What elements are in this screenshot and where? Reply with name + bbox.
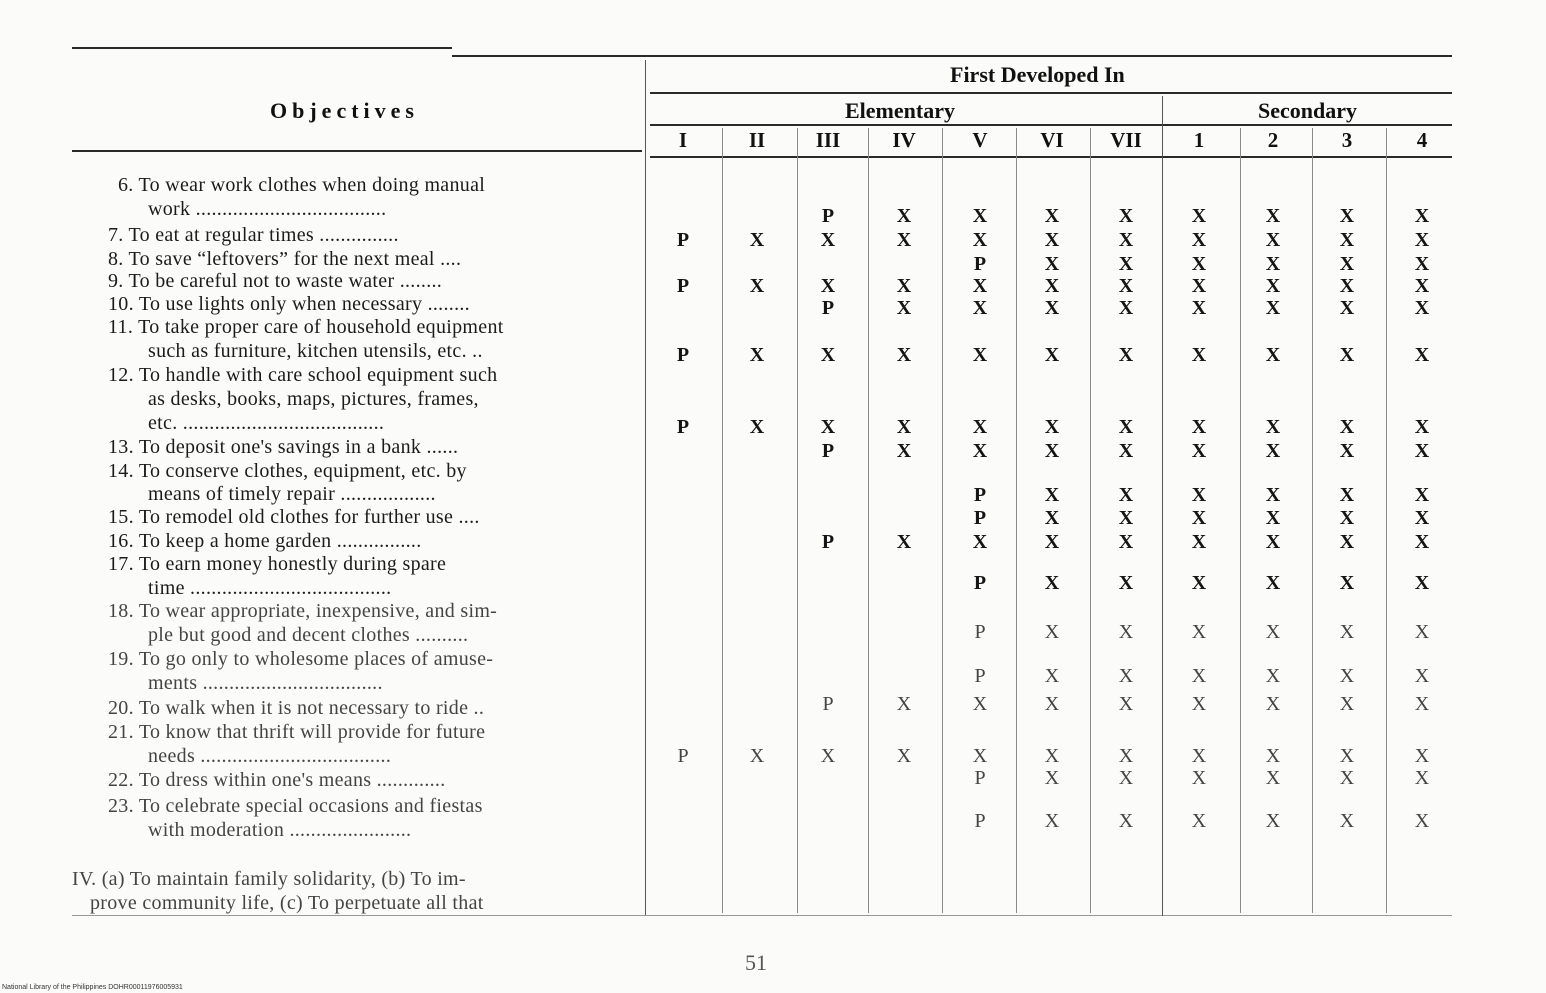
mark-cell: X <box>1339 297 1355 319</box>
mark-cell: X <box>1414 693 1430 715</box>
mark-cell: X <box>1044 484 1060 506</box>
mark-cell: X <box>1265 229 1281 251</box>
objective-line: 19. To go only to wholesome places of amuse- <box>108 648 494 670</box>
objective-line: 13. To deposit one's savings in a bank ...... <box>108 436 459 458</box>
column-separator <box>868 128 869 913</box>
objective-line: 15. To remodel old clothes for further use .... <box>108 506 480 528</box>
bottom-rule <box>72 915 1452 916</box>
first-developed-rule <box>650 92 1452 94</box>
grade-header: VII <box>1110 128 1142 152</box>
mark-cell: X <box>1044 693 1060 715</box>
objective-line: 18. To wear appropriate, inexpensive, and sim- <box>108 600 498 622</box>
mark-cell: X <box>1191 693 1207 715</box>
column-separator <box>942 128 943 913</box>
objectives-divider <box>645 60 646 915</box>
objective-line: 16. To keep a home garden ................ <box>108 530 422 552</box>
objective-line: as desks, books, maps, pictures, frames, <box>148 388 479 410</box>
mark-cell: X <box>1265 416 1281 438</box>
mark-cell: P <box>973 484 987 506</box>
header-bottom-rule <box>650 156 1452 158</box>
objective-line: such as furniture, kitchen utensils, etc. .. <box>148 340 483 362</box>
mark-cell: X <box>1339 484 1355 506</box>
mark-cell: X <box>1191 507 1207 529</box>
mark-cell: X <box>749 275 765 297</box>
grade-header: 4 <box>1416 128 1428 152</box>
mark-cell: X <box>972 229 988 251</box>
page-number: 51 <box>745 950 767 975</box>
objective-line: 8. To save “leftovers” for the next meal .... <box>108 248 462 270</box>
first-developed-heading: First Developed In <box>950 62 1125 87</box>
mark-cell: X <box>1191 344 1207 366</box>
column-separator <box>1312 128 1313 913</box>
mark-cell: X <box>1414 484 1430 506</box>
mark-cell: X <box>1191 253 1207 275</box>
mark-cell: X <box>1118 693 1134 715</box>
column-separator <box>797 128 798 913</box>
mark-cell: X <box>1191 572 1207 594</box>
mark-cell: X <box>1044 275 1060 297</box>
mark-cell: X <box>896 531 912 553</box>
mark-cell: X <box>896 275 912 297</box>
grade-header: II <box>748 128 766 152</box>
mark-cell: X <box>1265 745 1281 767</box>
objective-line: 12. To handle with care school equipment such <box>108 364 498 386</box>
mark-cell: X <box>1339 507 1355 529</box>
mark-cell: X <box>1265 484 1281 506</box>
mark-cell: P <box>973 253 987 275</box>
objective-line: 20. To walk when it is not necessary to ride .. <box>108 697 485 719</box>
mark-cell: X <box>1414 440 1430 462</box>
objective-line: IV. (a) To maintain family solidarity, (b) To im- <box>72 868 466 890</box>
mark-cell: X <box>1118 507 1134 529</box>
mark-cell: X <box>896 693 912 715</box>
mark-cell: X <box>1191 275 1207 297</box>
grade-header: V <box>972 128 988 152</box>
mark-cell: X <box>749 745 765 767</box>
column-separator <box>722 128 723 913</box>
mark-cell: X <box>1191 229 1207 251</box>
mark-cell: X <box>972 344 988 366</box>
mark-cell: X <box>1044 745 1060 767</box>
mark-cell: X <box>1044 665 1060 687</box>
level-rule <box>650 124 1452 126</box>
mark-cell: X <box>1265 531 1281 553</box>
objective-line: 22. To dress within one's means ............. <box>108 769 446 791</box>
mark-cell: X <box>1044 531 1060 553</box>
mark-cell: X <box>1265 621 1281 643</box>
mark-cell: P <box>974 665 986 687</box>
mark-cell: X <box>1339 665 1355 687</box>
mark-cell: P <box>676 344 690 366</box>
mark-cell: X <box>820 416 836 438</box>
mark-cell: X <box>1265 572 1281 594</box>
mark-cell: P <box>821 297 835 319</box>
grade-header: III <box>815 128 841 152</box>
column-separator <box>1240 128 1241 913</box>
objective-line: 9. To be careful not to waste water ........ <box>108 270 443 292</box>
mark-cell: P <box>974 767 986 789</box>
mark-cell: X <box>1191 416 1207 438</box>
mark-cell: X <box>1191 205 1207 227</box>
elementary-heading: Elementary <box>845 98 955 123</box>
mark-cell: X <box>896 440 912 462</box>
mark-cell: P <box>973 507 987 529</box>
mark-cell: X <box>1044 810 1060 832</box>
mark-cell: X <box>1191 484 1207 506</box>
mark-cell: X <box>1265 344 1281 366</box>
mark-cell: X <box>1265 297 1281 319</box>
mark-cell: X <box>749 416 765 438</box>
column-separator <box>1090 128 1091 913</box>
mark-cell: X <box>1191 767 1207 789</box>
objective-line: 21. To know that thrift will provide for future <box>108 721 486 743</box>
mark-cell: X <box>1044 572 1060 594</box>
mark-cell: X <box>972 745 988 767</box>
mark-cell: X <box>1414 621 1430 643</box>
mark-cell: P <box>821 205 835 227</box>
objectives-underline <box>72 150 642 152</box>
objective-line: 11. To take proper care of household equipment <box>108 316 504 338</box>
mark-cell: X <box>972 693 988 715</box>
mark-cell: X <box>1414 416 1430 438</box>
mark-cell: X <box>1118 344 1134 366</box>
mark-cell: X <box>749 344 765 366</box>
mark-cell: X <box>1191 297 1207 319</box>
mark-cell: X <box>1118 665 1134 687</box>
mark-cell: X <box>1414 253 1430 275</box>
mark-cell: X <box>1191 621 1207 643</box>
mark-cell: X <box>1339 745 1355 767</box>
mark-cell: X <box>896 416 912 438</box>
mark-cell: X <box>820 344 836 366</box>
mark-cell: X <box>896 745 912 767</box>
mark-cell: X <box>1265 275 1281 297</box>
mark-cell: X <box>1414 297 1430 319</box>
mark-cell: X <box>1339 229 1355 251</box>
mark-cell: X <box>1044 297 1060 319</box>
mark-cell: P <box>973 572 987 594</box>
mark-cell: X <box>1044 253 1060 275</box>
elem-sec-divider <box>1162 96 1163 916</box>
mark-cell: X <box>1118 275 1134 297</box>
objective-line: needs .................................... <box>148 745 392 767</box>
mark-cell: X <box>896 344 912 366</box>
mark-cell: X <box>1118 767 1134 789</box>
mark-cell: X <box>1339 693 1355 715</box>
mark-cell: X <box>1118 572 1134 594</box>
grade-header: 2 <box>1267 128 1279 152</box>
grade-header: 3 <box>1341 128 1353 152</box>
mark-cell: X <box>1118 621 1134 643</box>
column-separator <box>1016 128 1017 913</box>
mark-cell: X <box>972 416 988 438</box>
mark-cell: X <box>1118 416 1134 438</box>
mark-cell: X <box>1414 229 1430 251</box>
mark-cell: X <box>1339 275 1355 297</box>
mark-cell: X <box>1339 344 1355 366</box>
column-separator <box>1386 128 1387 913</box>
objective-line: time ...................................... <box>148 577 392 599</box>
mark-cell: X <box>972 275 988 297</box>
mark-cell: X <box>1339 253 1355 275</box>
mark-cell: X <box>1265 205 1281 227</box>
secondary-heading: Secondary <box>1258 98 1357 123</box>
mark-cell: X <box>1414 205 1430 227</box>
grade-header: IV <box>892 128 916 152</box>
mark-cell: X <box>1118 484 1134 506</box>
mark-cell: X <box>1414 507 1430 529</box>
mark-cell: X <box>1339 531 1355 553</box>
mark-cell: X <box>1265 440 1281 462</box>
mark-cell: X <box>1414 767 1430 789</box>
mark-cell: X <box>1265 810 1281 832</box>
mark-cell: X <box>1414 745 1430 767</box>
objective-line: prove community life, (c) To perpetuate all that <box>90 892 484 914</box>
footer-credit: National Library of the Philippines DOHR00011976005931 <box>2 984 183 991</box>
mark-cell: P <box>676 229 690 251</box>
mark-cell: X <box>1118 229 1134 251</box>
mark-cell: X <box>820 745 836 767</box>
mark-cell: X <box>1044 621 1060 643</box>
mark-cell: X <box>1339 572 1355 594</box>
mark-cell: X <box>896 229 912 251</box>
objective-line: 17. To earn money honestly during spare <box>108 553 447 575</box>
mark-cell: X <box>1191 810 1207 832</box>
mark-cell: X <box>972 297 988 319</box>
mark-cell: X <box>1414 275 1430 297</box>
mark-cell: X <box>1118 810 1134 832</box>
objective-line: 14. To conserve clothes, equipment, etc. by <box>108 460 467 482</box>
mark-cell: X <box>1191 531 1207 553</box>
top-rule-right <box>452 55 1452 57</box>
objective-line: 23. To celebrate special occasions and fiestas <box>108 795 483 817</box>
objective-line: ments .................................. <box>148 672 383 694</box>
mark-cell: X <box>1414 810 1430 832</box>
mark-cell: X <box>1414 665 1430 687</box>
mark-cell: P <box>974 621 986 643</box>
objective-line: work .................................... <box>148 198 387 220</box>
grade-header: 1 <box>1193 128 1205 152</box>
mark-cell: X <box>972 205 988 227</box>
mark-cell: P <box>974 810 986 832</box>
mark-cell: X <box>972 440 988 462</box>
mark-cell: X <box>1044 229 1060 251</box>
mark-cell: X <box>1118 253 1134 275</box>
mark-cell: X <box>1044 416 1060 438</box>
mark-cell: X <box>1339 810 1355 832</box>
mark-cell: X <box>1191 745 1207 767</box>
top-rule <box>72 47 452 49</box>
mark-cell: P <box>676 275 690 297</box>
mark-cell: X <box>1044 507 1060 529</box>
mark-cell: X <box>1339 767 1355 789</box>
mark-cell: P <box>676 416 690 438</box>
objectives-heading: Objectives <box>270 98 419 123</box>
mark-cell: X <box>1118 531 1134 553</box>
mark-cell: X <box>1265 507 1281 529</box>
mark-cell: X <box>1339 416 1355 438</box>
mark-cell: X <box>1191 665 1207 687</box>
mark-cell: X <box>1118 440 1134 462</box>
objective-line: ple but good and decent clothes .......... <box>148 624 469 646</box>
mark-cell: X <box>896 297 912 319</box>
mark-cell: X <box>1339 621 1355 643</box>
grade-header: I <box>678 128 688 152</box>
mark-cell: X <box>820 275 836 297</box>
mark-cell: X <box>972 531 988 553</box>
objective-line: 10. To use lights only when necessary ........ <box>108 293 470 315</box>
mark-cell: X <box>1265 767 1281 789</box>
mark-cell: X <box>1265 665 1281 687</box>
mark-cell: X <box>1044 767 1060 789</box>
grade-header: VI <box>1040 128 1064 152</box>
mark-cell: X <box>1414 344 1430 366</box>
mark-cell: P <box>821 440 835 462</box>
mark-cell: P <box>677 745 689 767</box>
mark-cell: X <box>1044 205 1060 227</box>
objective-line: means of timely repair .................. <box>148 483 436 505</box>
mark-cell: X <box>820 229 836 251</box>
mark-cell: P <box>821 531 835 553</box>
mark-cell: X <box>1414 572 1430 594</box>
mark-cell: X <box>1118 205 1134 227</box>
mark-cell: X <box>1339 440 1355 462</box>
mark-cell: X <box>1044 440 1060 462</box>
objective-line: etc. ...................................... <box>148 412 385 434</box>
mark-cell: X <box>1191 440 1207 462</box>
mark-cell: X <box>1044 344 1060 366</box>
mark-cell: X <box>1118 745 1134 767</box>
mark-cell: X <box>749 229 765 251</box>
mark-cell: X <box>896 205 912 227</box>
mark-cell: X <box>1414 531 1430 553</box>
objective-line: 6. To wear work clothes when doing manual <box>118 174 486 196</box>
mark-cell: P <box>822 693 834 715</box>
mark-cell: X <box>1265 693 1281 715</box>
mark-cell: X <box>1118 297 1134 319</box>
mark-cell: X <box>1265 253 1281 275</box>
mark-cell: X <box>1339 205 1355 227</box>
objective-line: 7. To eat at regular times ............... <box>108 224 399 246</box>
objective-line: with moderation ....................... <box>148 819 412 841</box>
